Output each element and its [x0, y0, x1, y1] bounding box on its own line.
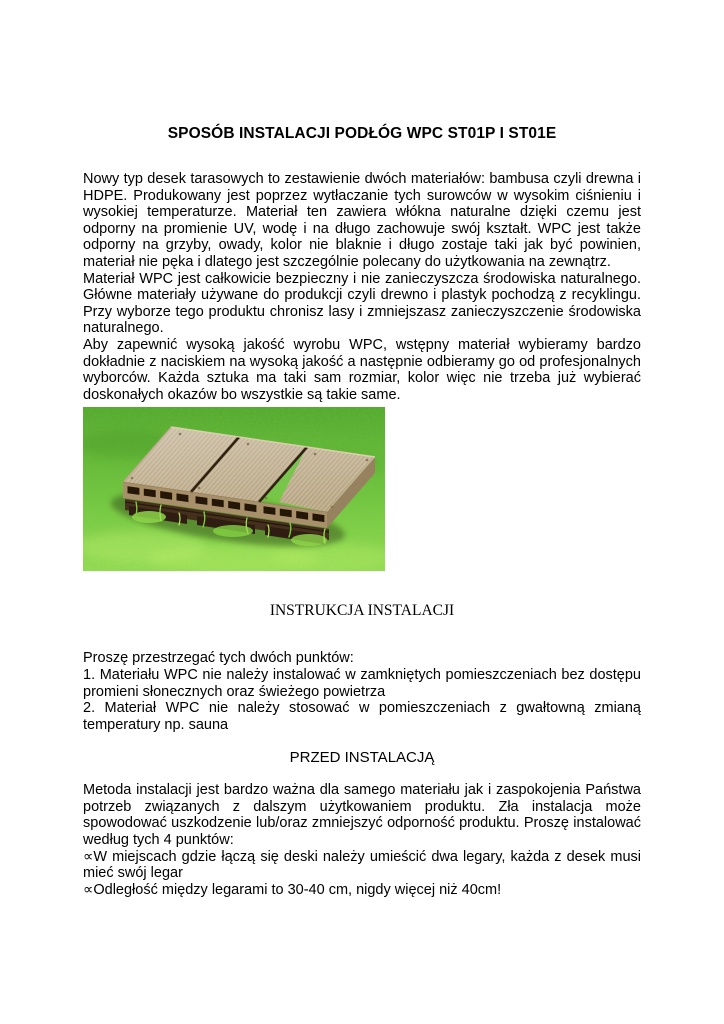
deck-on-grass-illustration: [83, 407, 385, 571]
bullet-item-2: [83, 882, 641, 899]
before-installation-section: [83, 782, 641, 898]
document-title: SPOSÓB INSTALACJI PODŁÓG WPC ST01P I ST01E: [167, 125, 557, 142]
bullet-text-2: Odległość między legarami to 30-40 cm, nigdy więcej niż 40cm!: [93, 881, 502, 898]
intro-paragraph-1: Nowy typ desek tarasowych to zestawienie dwóch materiałów: bambusa czyli drewna i HDPE. Produkowany jest poprzez wytłaczanie tych surowców w wysokim ciśnieniu i wysokiej temperaturze. Materiał ten zawiera włókna naturalne dzięki czemu jest odporny na promienie UV, wodę i na długo zachowuje swój kształt. WPC jest także odporny na grzyby, owady, kolor nie blaknie i długo zostaje taki jak być powinien, materiał nie pęka i dlatego jest szczególnie polecany do użytkowania na zewnątrz.: [83, 171, 641, 270]
section-heading-przed: PRZED INSTALACJĄ: [289, 749, 435, 767]
proportional-bullet-icon: ∝: [83, 848, 94, 865]
numbered-point-2: 2. Materiał WPC nie należy stosować w pomieszczeniach z gwałtowną zmianą temperatury np. sauna: [83, 700, 641, 733]
product-photo: [83, 407, 385, 571]
bullet-item-1: [83, 849, 641, 882]
numbered-point-1: 1. Materiału WPC nie należy instalować w zamkniętych pomieszczeniach bez dostępu promieni słonecznych oraz świeżego powietrza: [83, 666, 641, 700]
intro-paragraph-2: Materiał WPC jest całkowicie bezpieczny i nie zanieczyszcza środowiska naturalnego. Główne materiały używane do produkcji czyli drewno i plastyk pochodzą z recyklingu. Przy wyborze tego produktu chronisz lasy i zmniejszasz zanieczyszczenie środowiska naturalnego.: [83, 270, 641, 337]
section-heading-instrukcja: INSTRUKCJA INSTALACJI: [269, 602, 455, 620]
intro-paragraph-3: Aby zapewnić wysoką jakość wyrobu WPC, wstępny materiał wybieramy bardzo dokładnie z naciskiem na wysoką jakość a następnie odbieramy go od profesjonalnych wyborców. Każda sztuka ma taki sam rozmiar, kolor więc nie trzeba już wybierać doskonałych okazów bo wszystkie są takie same.: [83, 336, 641, 403]
installation-points: [83, 650, 641, 733]
points-lead: Proszę przestrzegać tych dwóch punktów:: [83, 650, 354, 667]
bullet-text-1: W miejscach gdzie łączą się deski należy umieścić dwa legary, każda z desek musi mieć swój legar: [83, 848, 641, 882]
proportional-bullet-icon: ∝: [83, 881, 94, 898]
metoda-paragraph: Metoda instalacji jest bardzo ważna dla samego materiału jak i zaspokojenia Państwa potrzeb związanych z dalszym użytkowaniem produktu. Zła instalacja może spowodować uszkodzenie lub/oraz zmniejszyć odporność produktu. Proszę instalować według tych 4 punktów:: [83, 782, 641, 849]
